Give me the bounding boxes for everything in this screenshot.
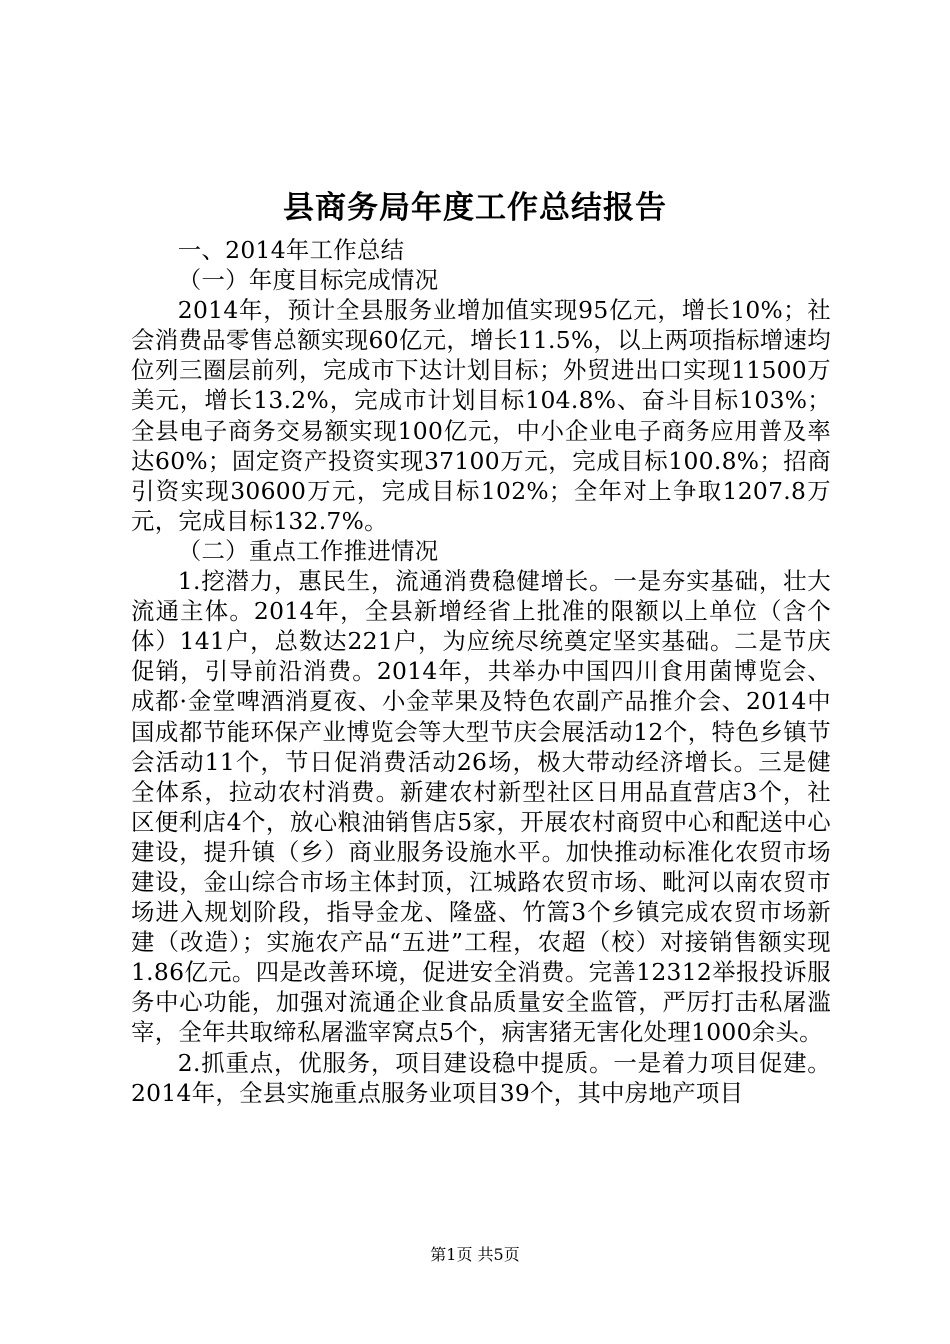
paragraph-annual-targets: 2014年，预计全县服务业增加值实现95亿元，增长10%；社会消费品零售总额实现60亿元，增长11.5%，以上两项指标增速均位列三圈层前列，完成市下达计划目标；外贸进出口实现11500万美元，增长13.2%，完成市计划目标104.8%、奋斗目标103%；全县电子商务交易额实现100亿元，中小企业电子商务应用普及率达60%；固定资产投资实现37100万元，完成目标100.8%；招商引资实现30600万元，完成目标102%；全年对上争取1207.8万元，完成目标132.7%。 (131, 296, 831, 535)
paragraph-consumption-growth: 1.挖潜力，惠民生，流通消费稳健增长。一是夯实基础，壮大流通主体。2014年，全县新增经省上批准的限额以上单位（含个体）141户，总数达221户，为应统尽统奠定坚实基础。二是节庆促销，引导前沿消费。2014年，共举办中国四川食用菌博览会、成都·金堂啤酒消夏夜、小金苹果及特色农副产品推介会、2014中国成都节能环保产业博览会等大型节庆会展活动12个，特色乡镇节会活动11个，节日促消费活动26场，极大带动经济增长。三是健全体系，拉动农村消费。新建农村新型社区日用品直营店3个，社区便利店4个，放心粮油销售店5家，开展农村商贸中心和配送中心建设，提升镇（乡）商业服务设施水平。加快推动标准化农贸市场建设，金山综合市场主体封顶，江城路农贸市场、毗河以南农贸市场进入规划阶段，指导金龙、隆盛、竹篙3个乡镇完成农贸市场新建（改造）；实施农产品“五进”工程，农超（校）对接销售额实现1.86亿元。四是改善环境，促进安全消费。完善12312举报投诉服务中心功能，加强对流通企业食品质量安全监管，严厉打击私屠滥宰，全年共取缔私屠滥宰窝点5个，病害猪无害化处理1000余头。 (131, 567, 831, 1047)
document-title: 县商务局年度工作总结报告 (283, 190, 667, 226)
subsection-heading-annual-targets: （一）年度目标完成情况 (177, 266, 439, 295)
subsection-heading-key-work: （二）重点工作推进情况 (177, 536, 439, 565)
document-body (131, 235, 831, 1108)
paragraph-project-construction: 2.抓重点，优服务，项目建设稳中提质。一是着力项目促建。2014年，全县实施重点服务业项目39个，其中房地产项目 (131, 1048, 831, 1107)
section-heading-2014-summary: 一、2014年工作总结 (177, 236, 405, 264)
page-number-footer: 第1页 共5页 (430, 1245, 520, 1264)
